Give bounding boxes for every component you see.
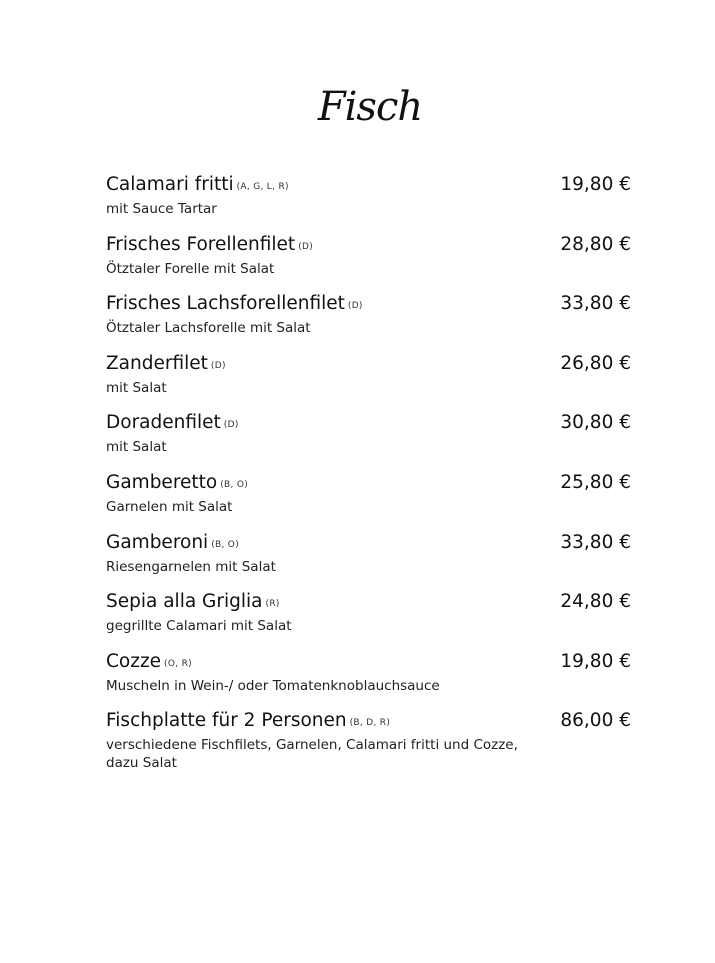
menu-item [106, 172, 631, 232]
item-name-line [106, 410, 631, 438]
item-name-line [106, 232, 631, 260]
menu-list [106, 172, 631, 778]
item-allergens: (D) [298, 241, 314, 252]
item-price: 33,80 € [560, 293, 631, 315]
item-name: Gamberoni [106, 531, 209, 553]
menu-item [106, 291, 631, 351]
item-name-line [106, 708, 631, 736]
item-name-line [106, 649, 631, 677]
item-price: 19,80 € [560, 650, 631, 672]
menu-item [106, 410, 631, 470]
item-price: 28,80 € [560, 233, 631, 255]
item-name: Zanderfilet [106, 352, 208, 374]
item-name: Sepia alla Griglia [106, 591, 263, 613]
menu-item [106, 589, 631, 649]
item-name: Frisches Lachsforellenfilet [106, 293, 345, 315]
menu-item [106, 530, 631, 590]
item-name-line [106, 589, 631, 617]
menu-item [106, 649, 631, 709]
menu-item [106, 232, 631, 292]
item-name-line [106, 351, 631, 379]
item-name-line [106, 291, 631, 319]
item-allergens: (R) [265, 599, 280, 610]
item-name: Calamari fritti [106, 174, 234, 195]
item-name: Gamberetto [106, 471, 218, 493]
item-description: mit Sauce Tartar [106, 201, 217, 217]
item-price: 26,80 € [560, 352, 631, 374]
item-price: 24,80 € [560, 591, 631, 613]
item-name-line [106, 470, 631, 498]
item-name: Fischplatte für 2 Personen [106, 710, 347, 732]
menu-item [106, 351, 631, 411]
item-name: Doradenfilet [106, 412, 221, 434]
item-description: Ötztaler Forelle mit Salat [106, 260, 275, 277]
item-description: gegrillte Calamari mit Salat [106, 618, 292, 635]
item-description: mit Salat [106, 379, 167, 396]
item-allergens: (B, O) [211, 539, 240, 550]
item-price: 86,00 € [560, 710, 631, 732]
item-description: mit Salat [106, 439, 167, 456]
item-name: Frisches Forellenfilet [106, 233, 296, 255]
item-price: 33,80 € [560, 531, 631, 553]
item-allergens: (D) [223, 420, 239, 431]
item-description: Riesengarnelen mit Salat [106, 558, 276, 575]
page-title: Fisch [317, 84, 423, 130]
item-allergens: (A, G, L, R) [236, 182, 289, 192]
item-description: Muscheln in Wein-/ oder Tomatenknoblauchsauce [106, 677, 440, 694]
item-price: 30,80 € [560, 412, 631, 434]
item-name-line [106, 530, 631, 558]
item-allergens: (B, O) [220, 479, 249, 490]
item-allergens: (O, R) [164, 658, 192, 669]
item-description: verschiedene Fischfilets, Garnelen, Calamari fritti und Cozze, dazu Salat [106, 737, 518, 772]
item-allergens: (B, D, R) [349, 718, 391, 729]
item-allergens: (D) [210, 360, 226, 371]
item-description: Garnelen mit Salat [106, 498, 233, 515]
item-name: Cozze [106, 650, 162, 672]
menu-item [106, 708, 631, 778]
menu-item [106, 470, 631, 530]
item-name-line [106, 172, 631, 200]
item-description: Ötztaler Lachsforelle mit Salat [106, 320, 311, 337]
item-allergens: (D) [347, 301, 363, 312]
item-price: 25,80 € [560, 471, 631, 493]
item-price: 19,80 € [560, 174, 631, 195]
